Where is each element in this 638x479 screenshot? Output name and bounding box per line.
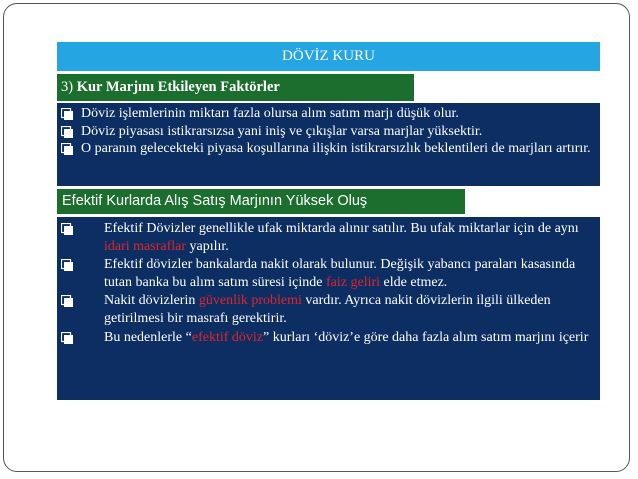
checkbox-bullet-icon: [61, 259, 73, 271]
section1-number: 3): [61, 79, 74, 95]
highlight-text: idari masraflar: [104, 238, 187, 254]
section1-list: [57, 103, 600, 186]
list-item: Nakit dövizlerin güvenlik problemi vardır. Ayrıca nakit dövizlerin ilgili ülkeden getirilmesi bir masrafı gerektirir.: [61, 292, 596, 327]
checkbox-bullet-icon: [61, 332, 73, 344]
slide-title: DÖVİZ KURU: [57, 42, 600, 71]
list-item: O paranın gelecekteki piyasa koşullarına ilişkin istikrarsızlık beklentileri de marjları artırır.: [61, 140, 596, 158]
list-item: Döviz piyasası istikrarsızsa yani iniş ve çıkışlar varsa marjlar yüksektir.: [61, 123, 596, 141]
list-item: Efektif Dövizler genellikle ufak miktarda alınır satılır. Bu ufak miktarlar için de aynı idari masraflar yapılır.: [61, 220, 596, 255]
highlight-text: faiz geliri: [326, 274, 381, 290]
highlight-text: güvenlik problemi: [198, 293, 302, 309]
checkbox-bullet-icon: [61, 108, 73, 120]
checkbox-bullet-icon: [61, 143, 73, 155]
section1-heading: [57, 74, 414, 101]
list-item: Döviz işlemlerinin miktarı fazla olursa alım satım marjı düşük olur.: [61, 105, 596, 123]
highlight-text: efektif döviz: [191, 329, 263, 345]
section2-list: [57, 217, 600, 400]
checkbox-bullet-icon: [61, 126, 73, 138]
section2-heading: Efektif Kurlarda Alış Satış Marjının Yüksek Oluş: [57, 189, 465, 214]
list-item: Efektif dövizler bankalarda nakit olarak bulunur. Değişik yabancı paraları kasasında tutan banka bu alım satım süresi içinde faiz geliri elde etmez.: [61, 256, 596, 291]
checkbox-bullet-icon: [61, 223, 73, 235]
list-item: Bu nedenlerle “efektif döviz” kurları ‘döviz’e göre daha fazla alım satım marjını içerir: [61, 329, 596, 347]
section1-heading-text: Kur Marjını Etkileyen Faktörler: [76, 79, 280, 95]
checkbox-bullet-icon: [61, 295, 73, 307]
